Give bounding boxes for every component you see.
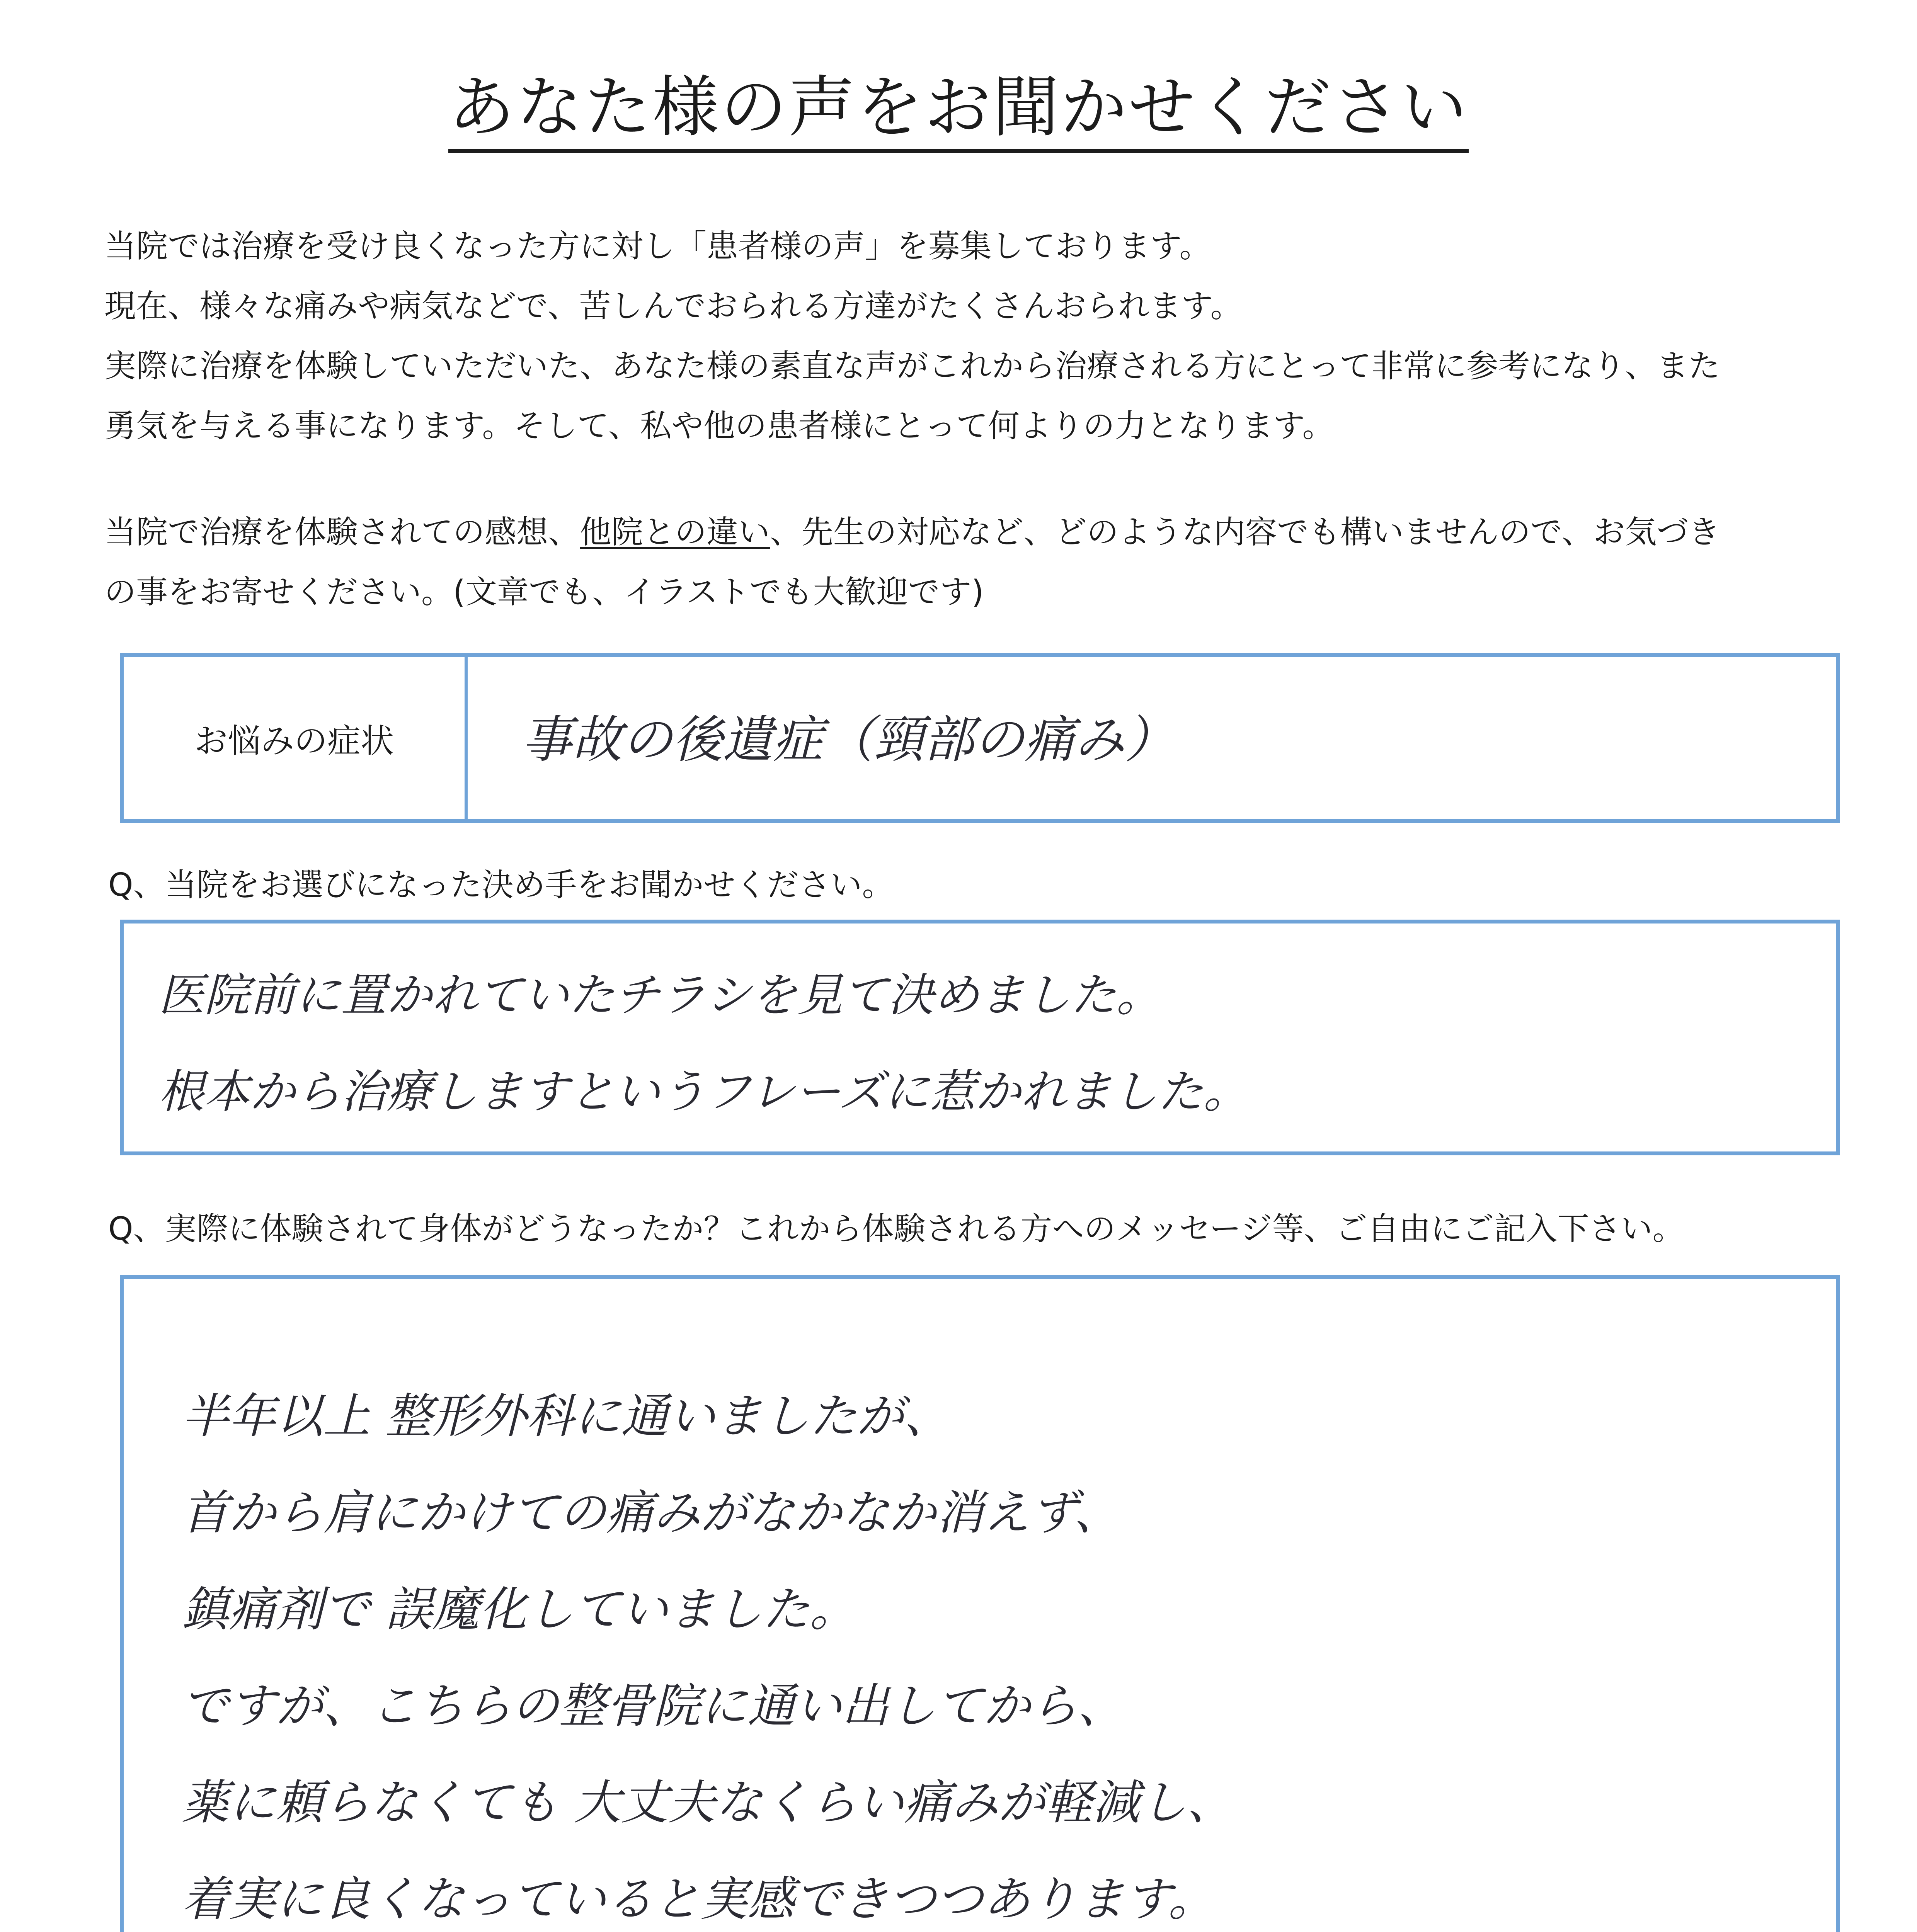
intro-line: 現在、様々な痛みや病気などで、苦しんでおられる方達がたくさんおられます。 [104, 288, 1242, 325]
q2-answer [182, 1368, 1498, 1932]
intro-line: 実際に治療を体験していただいた、あなた様の素直な声がこれから治療される方にとって非常に参考になり、また [104, 348, 1720, 384]
handwritten-line: 医院前に置かれていたチラシを見て決めました。 [158, 968, 1162, 1022]
question-1: Q、当院をお選びになった決め手をお聞かせください。 [108, 867, 894, 903]
symptom-label: お悩みの症状 [194, 722, 394, 760]
intro-line: 当院では治療を受け良くなった方に対し「患者様の声」を募集しております。 [104, 228, 1211, 265]
instructions-text: 、先生の対応など、どのような内容でも構いませんので、お気づき [770, 514, 1720, 551]
symptom-label-cell [124, 657, 468, 819]
intro-paragraph [104, 216, 1844, 456]
handwritten-line: 着実に良くなっていると実感できつつあります。 [182, 1872, 1216, 1927]
instructions-line: の事をお寄せください。(文章でも、イラストでも大歓迎です) [104, 574, 984, 611]
q2-answer-box[interactable] [120, 1275, 1840, 1932]
instructions-text: 当院で治療を体験されての感想、 [104, 514, 580, 551]
symptom-answer[interactable]: 事故の後遺症（頸部の痛み） [522, 710, 1175, 769]
form-title-text: あなた様の声をお聞かせください [448, 68, 1469, 153]
question-2: Q、実際に体験されて身体がどうなったか？これから体験される方へのメッセージ等、ご自由にご記入下さい。 [108, 1211, 1684, 1247]
q1-answer-box[interactable] [120, 920, 1840, 1155]
intro-line: 勇気を与える事になります。そして、私や他の患者様にとって何よりの力となります。 [104, 408, 1334, 444]
handwritten-line: 半年以上 整形外科に通いましたが、 [182, 1389, 951, 1444]
q1-answer [158, 947, 1249, 1140]
instructions-paragraph [104, 502, 1844, 622]
underlined-phrase: 他院との違い [580, 514, 770, 551]
instructions-line [104, 502, 1844, 562]
handwritten-line: ですが、こちらの整骨院に通い出してから、 [182, 1679, 1125, 1733]
handwritten-line: 薬に頼らなくても 大丈夫なくらい痛みが軽減し、 [182, 1775, 1234, 1830]
form-title [0, 54, 1917, 150]
handwritten-line: 鎮痛剤で 誤魔化していました。 [182, 1582, 857, 1637]
symptom-box [120, 653, 1840, 823]
handwritten-line: 根本から治療しますというフレーズに惹かれました。 [158, 1065, 1249, 1118]
handwritten-line: 首から肩にかけての痛みがなかなか消えず、 [182, 1485, 1121, 1540]
